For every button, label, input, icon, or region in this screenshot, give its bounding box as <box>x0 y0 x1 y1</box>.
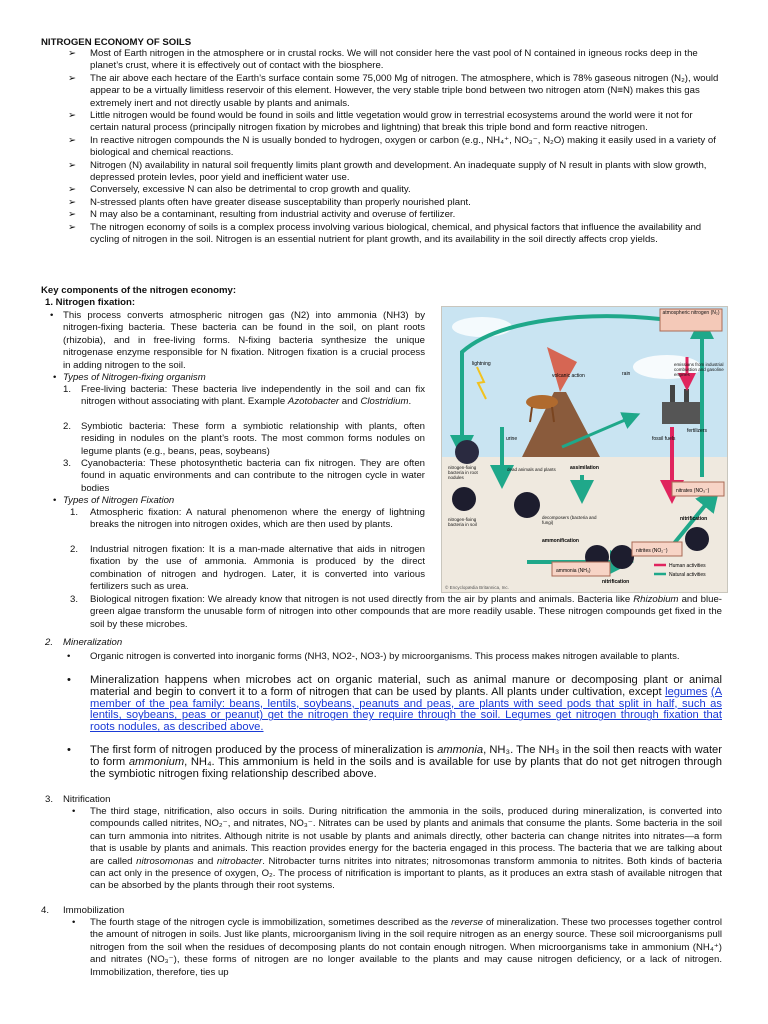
label-atmospheric-nitrogen: atmospheric nitrogen (N₂) <box>662 310 720 316</box>
label-nitrification-2: nitrification <box>602 579 630 585</box>
label-volcanic: volcanic action <box>552 373 585 379</box>
legend-human-label: Human activities <box>669 563 706 569</box>
arrow-bullet-icon: ➢ <box>68 72 77 84</box>
list-number: 2. <box>70 544 79 555</box>
figure-credit: © Encyclopædia Britannica, Inc. <box>445 585 509 590</box>
section-heading-immobilization: Immobilization <box>63 905 125 916</box>
mineralization-bullet-1: Organic nitrogen is converted into inorganic forms (NH3, NO2-, NO3-) by microorganisms. This process makes nitrogen available to plants. <box>90 651 680 662</box>
deer-body <box>526 395 558 409</box>
arrow-bullet-icon: ➢ <box>68 159 77 171</box>
bacteria-nodule-icon <box>455 440 479 464</box>
label-rain: rain <box>622 371 631 377</box>
intro-bullet: ➢ Most of Earth nitrogen in the atmosphere or in crustal rocks. We will not consider here the vast pool of N contained in igneous rocks deep in the planet’s crust, where it is effectively out of contact with the biosphere. <box>68 48 698 72</box>
arrow-bullet-icon: ➢ <box>68 196 77 208</box>
types-fixation-heading: Types of Nitrogen Fixation <box>63 495 175 506</box>
section-heading-fixation: 1. Nitrogen fixation: <box>45 297 136 308</box>
fixation-item-industrial: Industrial nitrogen fixation: It is a man-made alternative that aids in nitrogen fixation by the use of ammonia. Ammonia is produced by the direct combination of nitrogen and hydrogen. Later, it is converted into various fertilizers such as urea. <box>90 544 425 593</box>
list-number: 3. <box>63 458 72 469</box>
organism-item-cyanobacteria: Cyanobacteria: These photosynthetic bacteria can fix nitrogen. They are often found in aquatic environments and can contribute to the nitrogen cycle in water bodies <box>81 458 425 494</box>
mineralization-bullet-3: The first form of nitrogen produced by the process of mineralization is ammonia, NH₃. The NH₃ in the soil then reacts with water to form ammonium, NH₄. This ammonium is held in the soils and is available for use by plants that do not get nitrogen through the symbiotic nitrogen fixing relationship described above. <box>90 744 723 780</box>
label-nitrites: nitrites (NO₂⁻) <box>636 548 668 554</box>
bullet-dot-icon: • <box>67 674 71 686</box>
nitrate-bacteria-icon <box>685 527 709 551</box>
list-number: 3. <box>70 594 79 605</box>
arrow-bullet-icon: ➢ <box>68 209 77 221</box>
mineralization-bullet-2: Mineralization happens when microbes act on organic material, such as animal manure or decomposing plant or animal material and begin to convert it to a form of nitrogen that can be used by plants. All plants under cultivation, except legumes (A member of the pea family: beans, lentils, soybeans, peanuts and peas, are plants with seed pods that split in half, such as lentils, soybeans, peas or peanut) get the nitrogen they require through the soil. Legumes get nitrogen through fixation that roots nodules, as described above. <box>90 674 723 734</box>
label-assimilation: assimilation <box>570 465 599 471</box>
legumes-definition-link[interactable]: (A member of the pea family: beans, lentils, soybeans, peanuts and peas, are plants with seed pods that split in half, such as lentils, soybeans, peas or peanut) get the nitrogen they require through the soil. Legumes get nitrogen through fixation that roots nodules, as described above. <box>90 685 723 734</box>
label-nitrates: nitrates (NO₃⁻) <box>676 488 710 494</box>
label-urine: urine <box>506 436 518 442</box>
arrow-bullet-icon: ➢ <box>68 110 77 122</box>
label-decomposers: decomposers (bacteria and fungi) <box>542 515 597 526</box>
decomposer-icon <box>514 492 540 518</box>
bullet-dot-icon: • <box>53 495 57 506</box>
list-number: 2. <box>63 421 72 432</box>
arrow-bullet-icon: ➢ <box>68 48 77 59</box>
label-emissions: emissions from industrial combustion and gasoline engines <box>674 362 724 378</box>
fixation-item-atmospheric: Atmospheric fixation: A natural phenomenon where the energy of lightning breaks the nitrogen into nitrogen oxides, which are then used by plants. <box>90 507 425 531</box>
section-heading-mineralization: Mineralization <box>63 637 123 648</box>
nitrite-bacteria-icon <box>610 545 634 569</box>
label-lightning: lightning <box>472 361 491 367</box>
types-organism-heading: Types of Nitrogen-fixing organism <box>63 372 206 383</box>
organism-item-symbiotic: Symbiotic bacteria: These form a symbiotic relationship with plants, often residing in nodules on the plant’s roots. The most common forms nodules on legume plants (e.g., beans, peas, soybeans) <box>81 421 425 457</box>
section-number-2: 2. <box>45 637 54 648</box>
intro-bullet: ➢ The air above each hectare of the Earth’s surface contain some 75,000 Mg of nitrogen. The atmosphere, which is 78% gaseous nitrogen (N₂), would appear to be a virtually limitless reservoir of this element. However, the very stable triple bond between two nitrogen atom (N≡N) makes this gas extremely inert and not directly usable by plants and animals. <box>68 72 719 109</box>
fixation-item-biological: Biological nitrogen fixation: We already know that nitrogen is not used directly from the air by plants and animals. Bacteria like Rhizobium and blue-green algae transform the unusable form of nitrogen into other compounds that are more readily usable. These nitrogen compounds get fixed in the soil by these microbes. <box>90 594 722 630</box>
legend-natural-label: Natural activities <box>669 572 706 578</box>
intro-bullet: ➢ The nitrogen economy of soils is a complex process involving various biological, chemical, and physical factors that influence the availability and cycling of nitrogen in the soil. Nitrogen is an essential nutrient for plant growth, and its availability in the soil directly affects crop yields. <box>68 221 702 246</box>
immobilization-bullet: The fourth stage of the nitrogen cycle is immobilization, sometimes described as the reverse of mineralization. These two processes together control the amount of nitrogen in soils. Just like plants, microorganism living in the soil require nitrogen as an energy source. These soil microorganisms pull nitrogen from the soil when the residues of decomposing plants do not contain enough nitrogen. When microorganisms take in ammonium (NH₄⁺) and nitrates (NO₃⁻), these forms of nitrogen are no longer available to the plants and may cause nitrogen deficiency, or a lack of nitrogen. Immobilization, therefore, ties up <box>90 917 722 978</box>
label-nitrification: nitrification <box>680 516 708 522</box>
label-ammonia: ammonia (NH₃) <box>556 568 591 574</box>
label-dead-matter: dead animals and plants <box>507 467 556 472</box>
intro-bullet: ➢ Conversely, excessive N can also be detrimental to crop growth and quality. <box>68 184 411 196</box>
fixation-paragraph: This process converts atmospheric nitrogen gas (N2) into ammonia (NH3) by nitrogen-fixing bacteria. These bacteria can be found in the soil, on plant roots (rhizobia), and in free-living forms. N-fixing bacteria synthesize the unique nitrogenase enzyme responsible for N fixation. Nitrogen fixation is a crucial process in adding nitrogen to the soil. <box>63 310 425 371</box>
label-soil-bacteria: nitrogen-fixing bacteria in soil <box>448 517 477 528</box>
intro-bullet: ➢ Nitrogen (N) availability in natural soil frequently limits plant growth and development. An inadequate supply of N result in plants with slow growth, depressed protein levles, poor yield and inefficient water use. <box>68 159 707 184</box>
intro-bullet: ➢ N-stressed plants often have greater disease susceptability than properly nourished plant. <box>68 196 471 208</box>
bullet-dot-icon: • <box>50 310 54 321</box>
page-title: NITROGEN ECONOMY OF SOILS <box>41 37 192 48</box>
intro-bullet: ➢ N may also be a contaminant, resulting from industrial activity and overuse of fertilizer. <box>68 209 456 221</box>
label-ammonification: ammonification <box>542 538 579 544</box>
section-number-3: 3. <box>45 794 54 805</box>
intro-bullet-list <box>68 48 723 247</box>
key-components-heading: Key components of the nitrogen economy: <box>41 285 237 296</box>
bullet-dot-icon: • <box>72 917 76 928</box>
bullet-dot-icon: • <box>53 372 57 383</box>
arrow-bullet-icon: ➢ <box>68 184 77 196</box>
cloud-shape <box>452 317 512 337</box>
factory-shape <box>662 402 702 424</box>
label-fertilizers: fertilizers <box>687 428 708 434</box>
arrow-bullet-icon: ➢ <box>68 221 77 233</box>
list-number: 1. <box>63 384 72 395</box>
section-heading-nitrification: Nitrification <box>63 794 111 805</box>
organism-item-free-living: Free-living bacteria: These bacteria live independently in the soil and can fix nitrogen without associating with plant. Example Azotobacter and Clostridium. <box>81 384 425 408</box>
nitrogen-cycle-figure <box>441 306 728 593</box>
intro-bullet: ➢ In reactive nitrogen compounds the N is usually bonded to hydrogen, oxygen or carbon (e.g., NH₄⁺, NO₃⁻, N₂O) making it easily used in a variety of biological and chemical reactions. <box>68 134 716 159</box>
bullet-dot-icon: • <box>72 806 76 817</box>
bullet-dot-icon: • <box>67 651 71 662</box>
nitrification-bullet: The third stage, nitrification, also occurs in soils. During nitrification the ammonia in the soils, produced during mineralization, is converted into compounds called nitrites, NO₂⁻, and nitrates, NO₃⁻. Nitrates can be used by plants and animals that consume the plants. Some bacteria in the soil can turn ammonia into nitrites. Although nitrite is not usable by plants and animals directly, other bacteria can change nitrites into nitrates—a form that is usable by plants and animals. This reaction provides energy for the bacteria engaged in this process. The bacteria that we are talking about are called nitrosomonas and nitrobacter. Nitrobacter turns nitrites into nitrates; nitrosomonas transform ammonia to nitrites. Both kinds of bacteria can act only in the presence of oxygen, O₂. The process of nitrification is important to plants, as it produces an extra stash of available nitrogen that can be absorbed by the plants through their root systems. <box>90 806 722 892</box>
list-number: 1. <box>70 507 79 518</box>
section-number-4: 4. <box>41 905 50 916</box>
arrow-bullet-icon: ➢ <box>68 134 77 146</box>
legumes-link[interactable]: legumes <box>665 685 708 698</box>
label-nodule-bacteria: nitrogen-fixing bacteria in root nodules <box>448 465 478 481</box>
intro-bullet: ➢ Little nitrogen would be found would be found in soils and little vegetation would grow in terrestrial ecosystems around the world were it not for certain natural process (principally nitrogen fixation by microbes and lightning) that break this triple bond and form reactive nitrogen. <box>68 110 693 134</box>
label-fossil-fuels: fossil fuels <box>652 436 676 442</box>
bullet-dot-icon: • <box>67 744 71 756</box>
